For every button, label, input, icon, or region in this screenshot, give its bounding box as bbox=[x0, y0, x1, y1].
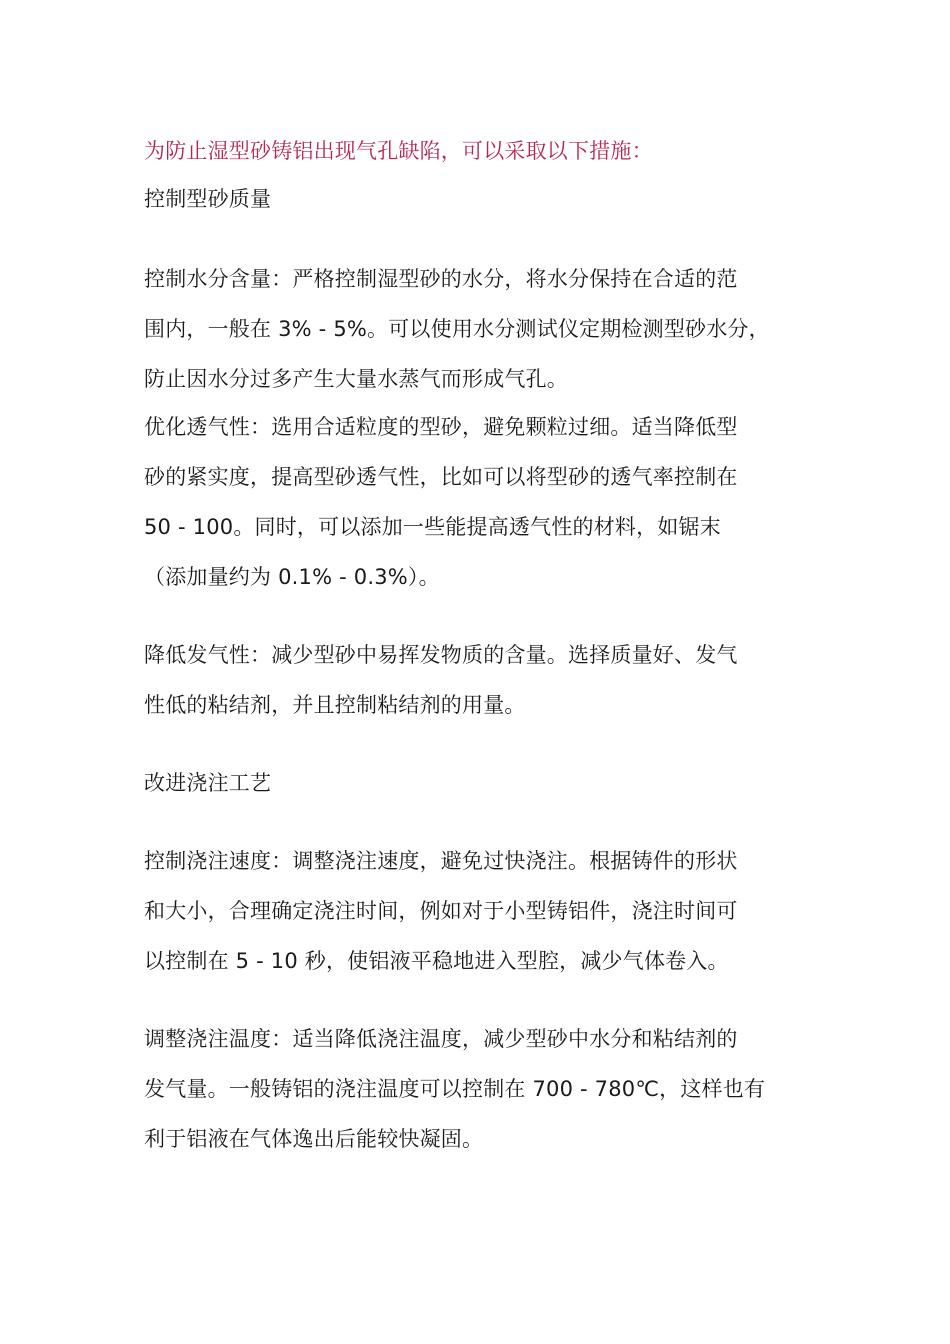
paragraph-line: 以控制在 5 - 10 秒，使铝液平稳地进入型腔，减少气体卷入。 bbox=[144, 949, 729, 973]
paragraph-line: 和大小，合理确定浇注时间，例如对于小型铸铝件，浇注时间可 bbox=[144, 899, 738, 923]
section-heading-sand-quality: 控制型砂质量 bbox=[144, 187, 272, 211]
paragraph-line: 发气量。一般铸铝的浇注温度可以控制在 700 - 780℃，这样也有 bbox=[144, 1077, 766, 1101]
paragraph-line: 调整浇注温度：适当降低浇注温度，减少型砂中水分和粘结剂的 bbox=[144, 1027, 738, 1051]
paragraph-line: 性低的粘结剂，并且控制粘结剂的用量。 bbox=[144, 693, 526, 717]
section-heading-pouring-process: 改进浇注工艺 bbox=[144, 771, 272, 795]
paragraph-line: 控制水分含量：严格控制湿型砂的水分，将水分保持在合适的范 bbox=[144, 267, 738, 291]
paragraph-line: 利于铝液在气体逸出后能较快凝固。 bbox=[144, 1127, 484, 1151]
paragraph-line: 降低发气性：减少型砂中易挥发物质的含量。选择质量好、发气 bbox=[144, 643, 738, 667]
paragraph-line: 防止因水分过多产生大量水蒸气而形成气孔。 bbox=[144, 367, 568, 391]
paragraph-line: 优化透气性：选用合适粒度的型砂，避免颗粒过细。适当降低型 bbox=[144, 415, 738, 439]
paragraph-line: 围内，一般在 3% - 5%。可以使用水分测试仪定期检测型砂水分， bbox=[144, 317, 770, 341]
document-title: 为防止湿型砂铸铝出现气孔缺陷，可以采取以下措施： bbox=[144, 139, 653, 163]
paragraph-line: 砂的紧实度，提高型砂透气性，比如可以将型砂的透气率控制在 bbox=[144, 465, 738, 489]
paragraph-line: （添加量约为 0.1% - 0.3%）。 bbox=[144, 565, 440, 589]
paragraph-line: 50 - 100。同时，可以添加一些能提高透气性的材料，如锯末 bbox=[144, 515, 721, 539]
paragraph-line: 控制浇注速度：调整浇注速度，避免过快浇注。根据铸件的形状 bbox=[144, 849, 738, 873]
